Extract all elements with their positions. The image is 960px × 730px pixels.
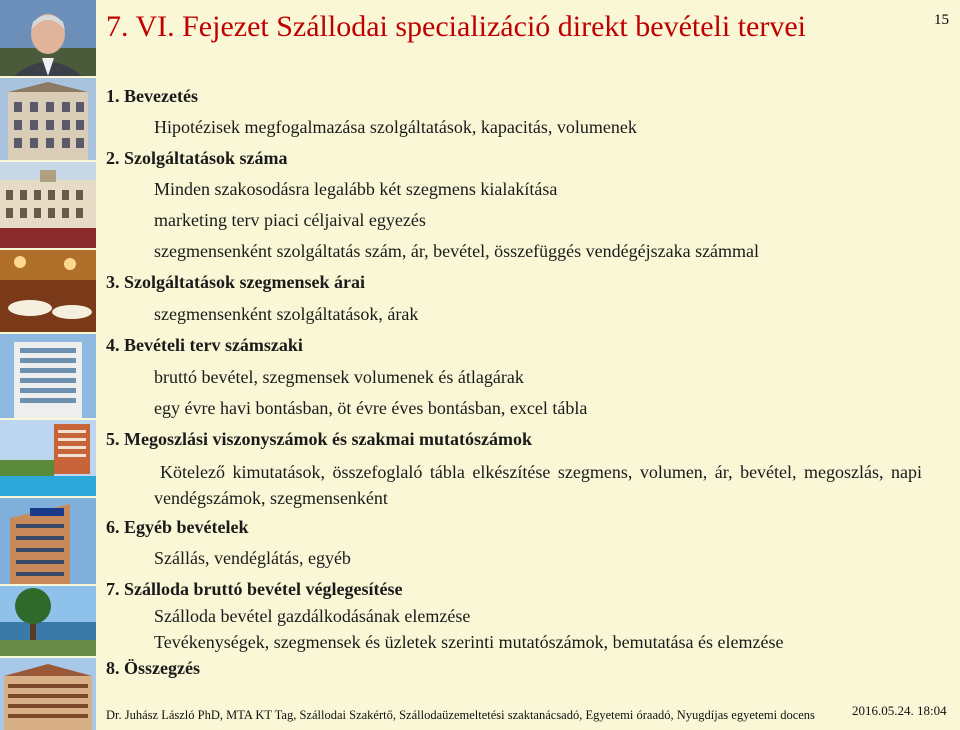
page-number: 15 [934,12,949,28]
list-item: Szálloda bevétel gazdálkodásának elemzése [154,606,471,626]
hotel-complex-photo [0,658,96,730]
restaurant-interior-photo [0,250,96,332]
list-item: marketing terv piaci céljaival egyezés [154,210,426,230]
novotel-building-photo [0,498,96,584]
slide-title: 7. VI. Fejezet Szállodai specializáció direkt bevételi tervei [106,10,806,43]
section-heading: 6. Egyéb bevételek [106,517,249,537]
section-heading: 3. Szolgáltatások szegmensek árai [106,272,365,292]
grand-hotel-photo [0,162,96,248]
section-heading: 8. Összegzés [106,658,200,678]
list-item: egy évre havi bontásban, öt évre éves bontásban, excel tábla [154,398,588,418]
section-heading: 7. Szálloda bruttó bevétel véglegesítése [106,579,403,599]
list-item: szegmensenként szolgáltatások, árak [154,304,419,324]
modern-hotel-photo [0,334,96,418]
list-item: bruttó bevétel, szegmensek volumenek és átlagárak [154,367,524,387]
section-heading: 5. Megoszlási viszonyszámok és szakmai mutatószámok [106,429,532,449]
section-heading: 1. Bevezetés [106,86,198,106]
list-item: Tevékenységek, szegmensek és üzletek szerinti mutatószámok, bemutatása és elemzése [154,632,784,652]
list-item: Kötelező kimutatások, összefoglaló tábla elkészítése szegmens, volumen, ár, bevétel, megoszlás, napi vendégszámok, szegmensenként [154,462,922,508]
section-heading: 2. Szolgáltatások száma [106,148,288,168]
list-item: Minden szakosodásra legalább két szegmens kialakítása [154,179,558,199]
lakeside-tree-photo [0,586,96,656]
list-item: Hipotézisek megfogalmazása szolgáltatások, kapacitás, volumenek [154,117,637,137]
hotel-facade-photo [0,78,96,160]
pool-resort-photo [0,420,96,496]
author-portrait [0,0,96,76]
section-heading: 4. Bevételi terv számszaki [106,335,303,355]
list-item: szegmensenként szolgáltatás szám, ár, bevétel, összefüggés vendégéjszaka számmal [154,241,760,261]
list-item: Szállás, vendéglátás, egyéb [154,548,351,568]
footer-date: 2016.05.24. 18:04 [852,703,947,718]
photo-sidebar [0,0,96,727]
footer-author: Dr. Juhász László PhD, MTA KT Tag, Szállodai Szakértő, Szállodaüzemeltetési szaktanácsadó, Egyetemi óraadó, Nyugdíjas egyetemi docens [106,708,815,722]
